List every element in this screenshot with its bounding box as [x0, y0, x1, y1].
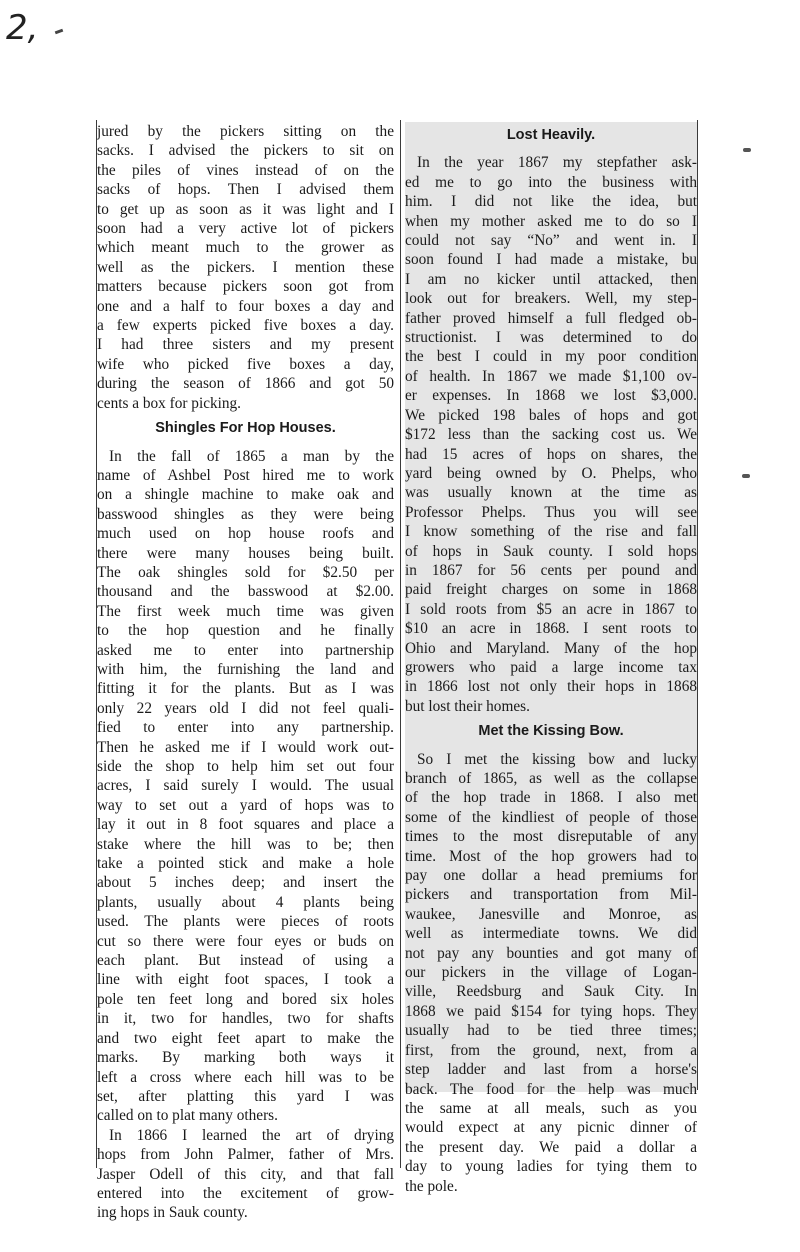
- text-line: paid freight charges on some in 1868: [405, 581, 697, 599]
- text-line: plants, usually about 4 plants being: [97, 893, 394, 911]
- text-line: Then he asked me if I would work out-: [97, 738, 394, 756]
- text-line: cents a box for picking.: [97, 394, 242, 412]
- text-line: name of Ashbel Post hired me to work: [97, 466, 394, 484]
- left-paragraph-3: [97, 1126, 394, 1223]
- text-line: of the hop trade in 1868. I also met: [405, 789, 697, 807]
- text-line: ville, Reedsburg and Sauk City. In: [405, 983, 697, 1001]
- text-line: $10 an acre in 1868. I sent roots to: [405, 620, 697, 638]
- text-line: jured by the pickers sitting on the: [97, 123, 394, 140]
- text-line: side the shop to help him set out four: [97, 758, 394, 775]
- text-line: ed me to go into the business with: [405, 173, 697, 191]
- text-line: well as intermediate towns. We did: [405, 925, 697, 943]
- text-line: sacks. I advised the pickers to sit on: [97, 142, 394, 160]
- left-column: [97, 122, 394, 1222]
- column-rule-middle: [400, 120, 401, 1168]
- ink-mark: [55, 29, 64, 35]
- text-line: fitting it for the plants. But as I was: [97, 680, 394, 698]
- text-line: In the fall of 1865 a man by the: [109, 447, 394, 465]
- text-line: father proved himself a full fledged ob-: [405, 309, 697, 327]
- text-line: times to the most disreputable of any: [405, 828, 697, 846]
- text-line: could not say “No” and went in. I: [405, 232, 697, 250]
- text-line: but lost their homes.: [405, 697, 530, 715]
- text-line: look out for breakers. Well, my step-: [405, 290, 697, 308]
- text-line: was usually known at the time as: [405, 484, 697, 502]
- text-line: I know something of the rise and fall: [405, 523, 697, 541]
- text-line: each plant. But instead of using a: [97, 952, 394, 970]
- text-line: to the hop question and he finally: [97, 622, 394, 640]
- right-column: [405, 122, 697, 1195]
- text-line: used. The plants were pieces of roots: [97, 913, 394, 931]
- text-line: $172 less than the sacking cost us. We: [405, 426, 697, 444]
- text-line: hops from John Palmer, father of Mrs.: [97, 1146, 394, 1164]
- text-line: matters because pickers soon got from: [97, 278, 394, 296]
- text-line: pickers and transportation from Mil-: [405, 886, 697, 904]
- text-line: Jasper Odell of this city, and that fall: [97, 1165, 394, 1183]
- text-line: in 1866 lost not only their hops in 1868: [405, 678, 697, 696]
- column-rule-right: [697, 120, 698, 1090]
- right-paragraph-2: [405, 750, 697, 1196]
- right-paragraph-1: [405, 153, 697, 716]
- text-line: with him, the furnishing the land and: [97, 660, 394, 678]
- text-line: our pickers in the village of Logan-: [405, 964, 697, 982]
- text-line: ing hops in Sauk county.: [97, 1204, 248, 1222]
- text-line: entered into the excitement of grow-: [97, 1184, 394, 1202]
- text-line: structionist. I was determined to do: [405, 329, 697, 347]
- text-line: sacks of hops. Then I advised them: [97, 181, 394, 199]
- text-line: one and a half to four boxes a day and: [97, 297, 394, 315]
- text-line: I am no kicker until attacked, then: [405, 270, 697, 288]
- text-line: soon found I had made a mistake, bu: [405, 251, 697, 269]
- text-line: time. Most of the hop growers had to: [405, 847, 697, 865]
- heading-shingles: Shingles For Hop Houses.: [155, 420, 336, 437]
- text-line: day to young ladies for tying them to: [405, 1158, 697, 1176]
- text-line: lay it out in 8 foot squares and place a: [97, 816, 394, 834]
- text-line: first, from the ground, next, from a: [405, 1041, 697, 1059]
- left-paragraph-1: [97, 122, 394, 413]
- text-line: So I met the kissing bow and lucky: [417, 750, 697, 768]
- text-line: on a shingle machine to make oak and: [97, 486, 394, 504]
- text-line: pole ten feet long and bored six holes: [97, 990, 394, 1008]
- page-number: 2,: [6, 8, 39, 48]
- text-line: yard being owned by O. Phelps, who: [405, 464, 697, 482]
- text-line: set, after platting this yard I was: [97, 1087, 394, 1105]
- text-line: the best I could in my poor condition: [405, 348, 697, 366]
- text-line: when my mother asked me to do so I: [405, 212, 697, 230]
- text-line: to get up as soon as it was light and I: [97, 200, 394, 218]
- text-line: marks. By marking both ways it: [97, 1049, 394, 1067]
- text-line: stake where the hill was to be; then: [97, 835, 394, 853]
- text-line: some of the kindliest of people of those: [405, 808, 697, 826]
- text-line: of health. In 1867 we made $1,100 ov-: [405, 367, 697, 385]
- text-line: in 1867 for 56 cents per pound and: [405, 561, 697, 579]
- text-line: We picked 198 bales of hops and got: [405, 406, 697, 424]
- text-line: 1868 we paid $154 for tying hops. They: [405, 1002, 697, 1020]
- text-line: Professor Phelps. Thus you will see: [405, 503, 697, 521]
- text-line: which meant much to the grower as: [97, 239, 394, 257]
- text-line: growers who paid a large income tax: [405, 658, 697, 676]
- text-line: acres, I said surely I would. The usual: [97, 777, 394, 795]
- text-line: called on to plat many others.: [97, 1107, 278, 1125]
- text-line: soon had a very active lot of pickers: [97, 220, 394, 238]
- text-line: not pay any bounties and got many of: [405, 944, 697, 962]
- text-line: well as the pickers. I mention these: [97, 258, 394, 276]
- text-line: step ladder and last from a horse's: [405, 1061, 697, 1079]
- ink-speck: [743, 148, 751, 152]
- text-line: branch of 1865, as well as the collapse: [405, 770, 697, 787]
- text-line: usually had to be tied three times;: [405, 1022, 697, 1040]
- text-line: way to set out a yard of hops was to: [97, 796, 394, 814]
- text-line: would expect at any picnic dinner of: [405, 1119, 697, 1137]
- text-line: about 5 inches deep; and insert the: [97, 874, 394, 892]
- text-line: In the year 1867 my stepfather ask-: [417, 154, 697, 172]
- heading-lost-heavily: Lost Heavily.: [506, 127, 596, 143]
- ink-speck: [742, 474, 750, 478]
- text-line: thousand and the basswood at $2.00.: [97, 583, 394, 601]
- text-line: cut so there were four eyes or buds on: [97, 932, 394, 950]
- text-line: the piles of vines instead of on the: [97, 161, 394, 179]
- text-line: wife who picked five boxes a day,: [97, 355, 394, 373]
- text-line: left a cross where each hill was to be: [97, 1068, 394, 1086]
- text-line: him. I did not like the idea, but: [405, 193, 697, 211]
- text-line: fied to enter into any partnership.: [97, 719, 394, 737]
- text-line: the pole.: [405, 1177, 458, 1195]
- text-line: a few experts picked five boxes a day.: [97, 317, 394, 335]
- text-line: er expenses. In 1868 we lost $3,000.: [405, 387, 697, 405]
- text-line: only 22 years old I did not feel quali-: [97, 699, 394, 717]
- text-line: I sold roots from $5 an acre in 1867 to: [405, 600, 697, 618]
- text-line: and two eight feet apart to make the: [97, 1029, 394, 1047]
- text-line: Ohio and Maryland. Many of the hop: [405, 639, 697, 657]
- text-line: pay one dollar a head premiums for: [405, 867, 697, 885]
- text-line: back. The food for the help was much: [405, 1080, 697, 1098]
- text-line: during the season of 1866 and got 50: [97, 375, 394, 393]
- text-line: line with eight foot spaces, I took a: [97, 971, 394, 989]
- text-line: asked me to enter into partnership: [97, 641, 394, 659]
- text-line: basswood shingles as they were being: [97, 505, 394, 523]
- text-line: much used on hop house roofs and: [97, 525, 394, 543]
- text-line: the same at all meals, such as you: [405, 1099, 697, 1117]
- left-paragraph-2: [97, 447, 394, 1126]
- heading-kissing-bow: Met the Kissing Bow.: [478, 723, 624, 740]
- text-line: the present day. We paid a dollar a: [405, 1138, 697, 1156]
- text-line: had 15 acres of hops on shares, the: [405, 445, 697, 463]
- text-line: I had three sisters and my present: [97, 336, 394, 354]
- text-line: The first week much time was given: [97, 602, 394, 620]
- text-line: take a pointed stick and make a hole: [97, 855, 394, 873]
- text-line: The oak shingles sold for $2.50 per: [97, 563, 394, 581]
- text-line: of hops in Sauk county. I sold hops: [405, 542, 697, 560]
- text-line: in it, two for handles, two for shafts: [97, 1010, 394, 1028]
- text-line: waukee, Janesville and Monroe, as: [405, 905, 697, 923]
- text-line: In 1866 I learned the art of drying: [109, 1126, 394, 1144]
- text-line: there were many houses being built.: [97, 544, 394, 562]
